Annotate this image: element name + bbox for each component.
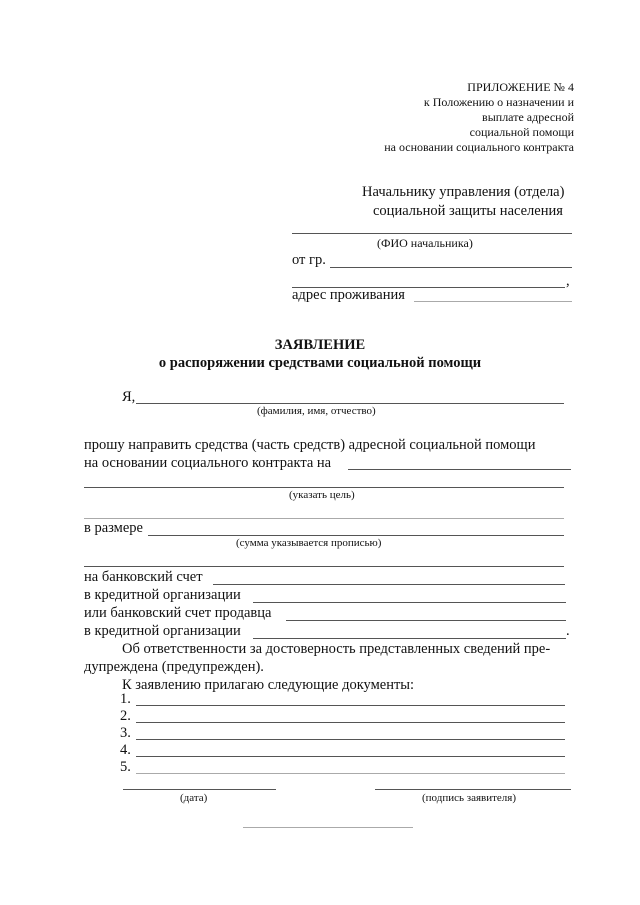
seller-account-label: или банковский счет продавца xyxy=(84,605,272,621)
request-text: на основании социального контракта на xyxy=(84,455,332,471)
attachment-line[interactable] xyxy=(136,739,565,740)
credit-org-line[interactable] xyxy=(253,602,566,603)
amount-line-2[interactable] xyxy=(84,566,564,567)
appendix-reference: на основании социального контракта xyxy=(384,140,574,154)
full-name-hint: (фамилия, имя, отчество) xyxy=(257,405,376,417)
attachment-number: 1. xyxy=(120,691,131,707)
appendix-reference: выплате адресной xyxy=(482,110,574,124)
purpose-line-3[interactable] xyxy=(84,518,564,519)
attachment-line[interactable] xyxy=(136,722,565,723)
amount-hint: (сумма указывается прописью) xyxy=(236,537,382,549)
appendix-reference: социальной помощи xyxy=(469,125,574,139)
addressee-title: Начальнику управления (отдела) xyxy=(362,184,565,200)
attachment-number: 2. xyxy=(120,708,131,724)
credit-org-label-2: в кредитной организации xyxy=(84,623,241,639)
purpose-line[interactable] xyxy=(348,469,571,470)
appendix-number: ПРИЛОЖЕНИЕ № 4 xyxy=(467,80,574,94)
from-label: от гр. xyxy=(292,252,326,268)
attachment-number: 5. xyxy=(120,759,131,775)
signature-line[interactable] xyxy=(375,789,571,790)
seller-account-line[interactable] xyxy=(286,620,566,621)
amount-label: в размере xyxy=(84,520,143,536)
comma: , xyxy=(566,273,570,289)
attachment-line[interactable] xyxy=(136,705,565,706)
period: . xyxy=(566,623,570,639)
addressee-department: социальной защиты населения xyxy=(373,203,563,219)
separator-line xyxy=(243,827,413,828)
liability-text: дупреждена (предупрежден). xyxy=(84,659,264,675)
credit-org-line-2[interactable] xyxy=(253,638,566,639)
document-title: ЗАЯВЛЕНИЕ xyxy=(274,337,366,353)
credit-org-label: в кредитной организации xyxy=(84,587,241,603)
attachments-label: К заявлению прилагаю следующие документы: xyxy=(122,677,415,693)
request-text: прошу направить средства (часть средств) адресной социальной помощи xyxy=(84,437,536,453)
full-name-line[interactable] xyxy=(136,403,564,404)
appendix-reference: к Положению о назначении и xyxy=(423,95,574,109)
bank-account-label: на банковский счет xyxy=(84,569,203,585)
i-label: Я, xyxy=(122,389,136,405)
attachment-line[interactable] xyxy=(136,773,565,774)
signature-hint: (подпись заявителя) xyxy=(422,792,517,804)
head-name-line[interactable] xyxy=(292,233,572,234)
liability-text: Об ответственности за достоверность представленных сведений пре- xyxy=(122,641,551,657)
attachment-number: 3. xyxy=(120,725,131,741)
bank-account-line[interactable] xyxy=(213,584,565,585)
head-name-hint: (ФИО начальника) xyxy=(377,236,473,250)
address-line[interactable] xyxy=(414,301,572,302)
from-name-line[interactable] xyxy=(330,267,572,268)
address-label: адрес проживания xyxy=(292,287,405,303)
purpose-line-2[interactable] xyxy=(84,487,564,488)
attachment-number: 4. xyxy=(120,742,131,758)
date-hint: (дата) xyxy=(180,792,208,804)
document-subtitle: о распоряжении средствами социальной помощи xyxy=(158,355,482,371)
purpose-hint: (указать цель) xyxy=(289,489,355,501)
date-line[interactable] xyxy=(123,789,276,790)
amount-line[interactable] xyxy=(148,535,564,536)
attachment-line[interactable] xyxy=(136,756,565,757)
